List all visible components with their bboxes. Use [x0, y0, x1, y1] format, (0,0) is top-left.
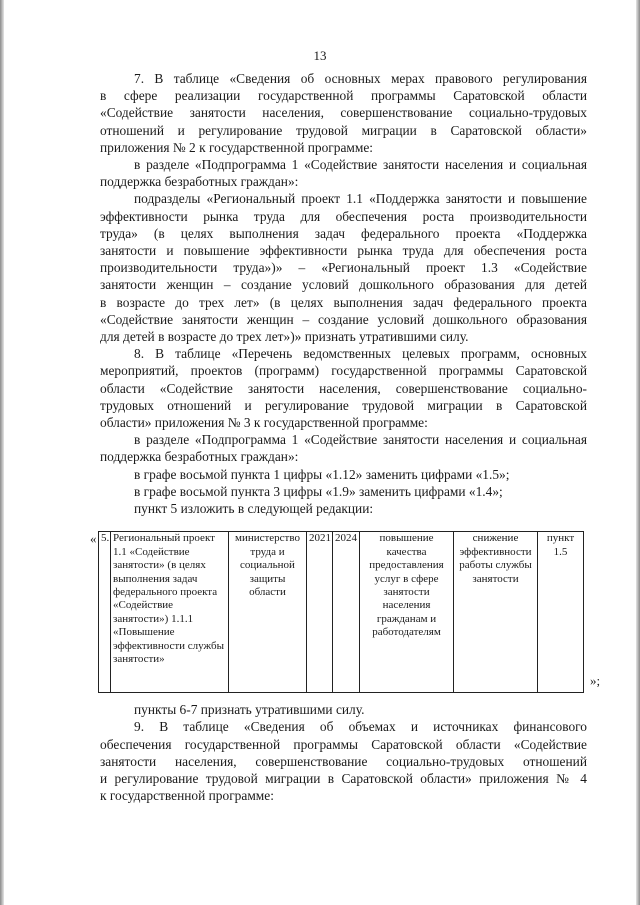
- table-close-quote: »;: [590, 673, 601, 689]
- section7-sub-line: эффективности рынка труда для обеспечения роста производительности: [100, 208, 587, 224]
- section9-line: и регулирование трудовой миграции в Саратовской области» приложения № 4: [100, 771, 587, 787]
- section7-sub-line: «Содействие занятости женщин – создание условий дошкольного образования: [100, 311, 587, 327]
- section8-edit-line: пункт 5 изложить в следующей редакции:: [134, 501, 374, 517]
- section8-line: 8. В таблице «Перечень ведомственных целевых программ, основных: [134, 346, 587, 362]
- document-body: [90, 70, 601, 805]
- section8-line: мероприятий, проектов (программ) государственной программы Саратовской: [100, 363, 587, 379]
- section7-line: приложения № 2 к государственной программе:: [100, 139, 374, 155]
- section8-line: области «Содействие занятости населения, совершенствование социально-: [100, 380, 587, 396]
- scan-edge-left: [0, 0, 4, 905]
- table-cell-start-year: 2021: [307, 532, 333, 693]
- section7-sub-line: в возрасте до трех лет» (в целях выполнения задач федерального проекта: [100, 294, 587, 310]
- replacement-table: [98, 531, 584, 693]
- section7-ref-line: в разделе «Подпрограмма 1 «Содействие занятости населения и социальная: [134, 157, 587, 173]
- table-cell-number: 5.: [99, 532, 111, 693]
- section8-ref-line: в разделе «Подпрограмма 1 «Содействие занятости населения и социальная: [134, 432, 587, 448]
- section9-line: 9. В таблице «Сведения об объемах и источниках финансового: [134, 719, 587, 735]
- section9-line: к государственной программе:: [100, 788, 274, 804]
- section7-sub-line: подразделы «Региональный проект 1.1 «Поддержка занятости и повышение: [134, 191, 587, 207]
- section9-line: занятости населения, совершенствование социально-трудовых отношений: [100, 753, 587, 769]
- section8-edit-line: в графе восьмой пункта 1 цифры «1.12» заменить цифрами «1.5»;: [134, 466, 510, 482]
- section8-line: трудовых отношений и регулирование трудовой миграции в Саратовской: [100, 397, 587, 413]
- section9-line: обеспечения государственной программы Саратовской области «Содействие: [100, 736, 587, 752]
- section8-edit-line: в графе восьмой пункта 3 цифры «1.9» заменить цифрами «1.4»;: [134, 483, 503, 499]
- section7-ref-line: поддержка безработных граждан»:: [100, 174, 299, 190]
- section7-sub-line: труда» (в целях выполнения задач федерального проекта «Поддержка: [100, 225, 587, 241]
- page-number: 13: [313, 48, 327, 63]
- section7-sub-line: занятости и повышение эффективности рынка труда для обеспечения роста: [100, 243, 587, 259]
- table-cell-end-year: 2024: [333, 532, 360, 693]
- section8-after-table: пункты 6-7 признать утратившими силу.: [134, 702, 365, 718]
- section7-sub-line: для детей в возрасте до трех лет»)» признать утратившими силу.: [100, 329, 469, 345]
- section7-line: отношений и регулирование трудовой миграции в Саратовской области»: [100, 122, 587, 138]
- replacement-table-block: [90, 531, 601, 693]
- section7-sub-line: занятости женщин – создание условий дошкольного образования для детей: [100, 277, 587, 293]
- section8-ref-line: поддержка безработных граждан»:: [100, 449, 299, 465]
- section7-line: в сфере реализации государственной программы Саратовской области: [100, 88, 587, 104]
- section7-sub-line: производительности труда»)» – «Региональный проект 1.3 «Содействие: [100, 260, 587, 276]
- table-cell-indicator-link: пункт 1.5: [538, 532, 584, 693]
- table-cell-executor: министерство труда и социальной защиты области: [229, 532, 307, 693]
- table-cell-consequences: снижение эффективности работы службы занятости: [454, 532, 538, 693]
- section7-line: «Содействие занятости населения, совершенствование социально-трудовых: [100, 105, 587, 121]
- section7-line: 7. В таблице «Сведения об основных мерах правового регулирования: [134, 71, 587, 86]
- table-cell-project-name: Региональный проект 1.1 «Содействие занятости» (в целях выполнения задач федерального проекта «Содействие занятости») 1.1.1 «Повышение эффективности службы занятости»: [111, 532, 229, 693]
- table-open-quote: «: [90, 531, 97, 547]
- table-row: [99, 532, 584, 693]
- scan-edge-right: [636, 0, 640, 905]
- table-cell-expected-result: повышение качества предоставления услуг в сфере занятости населения гражданам и работодателям: [360, 532, 454, 693]
- section8-line: области» приложения № 3 к государственной программе:: [100, 415, 428, 431]
